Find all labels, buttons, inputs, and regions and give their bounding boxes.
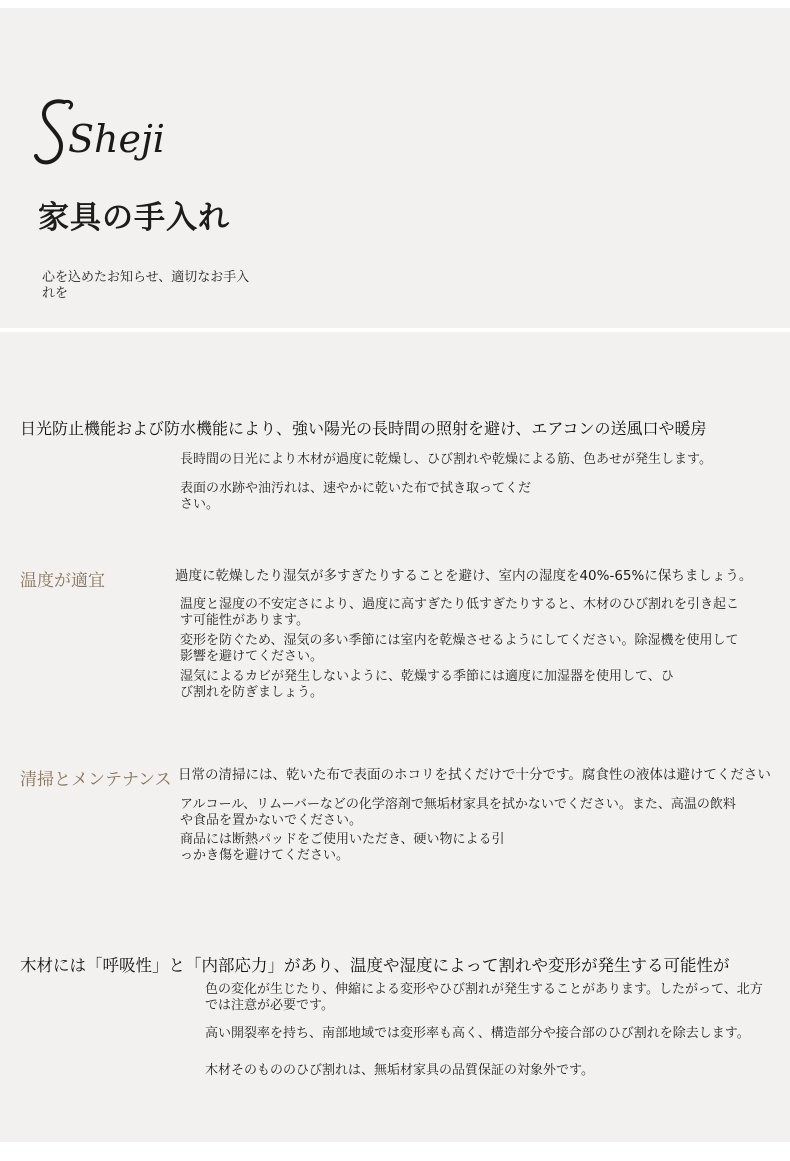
section-2-detail-1: 温度と湿度の不安定さにより、過度に高すぎたり低すぎたりすると、木材のひび割れを引き起こす可能性があります。 <box>180 597 740 628</box>
section-2-detail-3: 湿気によるカビが発生しないように、乾燥する季節には適度に加湿器を使用して、ひび割れを防ぎましょう。 <box>180 669 674 700</box>
section-1-lead: 日光防止機能および防水機能により、強い陽光の長時間の照射を避け、エアコンの送風口や暖房 <box>20 419 707 438</box>
section-4-detail-3: 木材そのもののひび割れは、無垢材家具の品質保証の対象外です。 <box>205 1063 594 1078</box>
section-2-label: 温度が適宜 <box>20 571 105 591</box>
section-4-detail-1: 色の変化が生じたり、伸縮による変形やひび割れが発生することがあります。したがって、北方では注意が必要です。 <box>205 982 763 1013</box>
section-1-detail-1: 長時間の日光により木材が過度に乾燥し、ひび割れや乾燥による筋、色あせが発生します。 <box>180 452 712 467</box>
page-title: 家具の手入れ <box>38 200 230 236</box>
section-2-detail-2: 変形を防ぐため、湿気の多い季節には室内を乾燥させるようにしてください。除湿機を使用して影響を避けてください。 <box>180 633 739 664</box>
section-1-detail-2: 表面の水跡や油汚れは、速やかに乾いた布で拭き取ってください。 <box>180 481 532 512</box>
section-4-lead: 木材には「呼吸性」と「内部応力」があり、温度や湿度によって割れや変形が発生する可能性が <box>20 956 730 975</box>
section-4-detail-2: 高い開裂率を持ち、南部地域では変形率も高く、構造部分や接合部のひび割れを除去します。 <box>205 1026 750 1041</box>
section-3-detail-2: 商品には断熱パッドをご使用いただき、硬い物による引っかき傷を避けてください。 <box>180 832 505 863</box>
section-2-lead: 過度に乾燥したり湿気が多すぎたりすることを避け、室内の湿度を40%-65%に保ちましょう。 <box>175 568 753 584</box>
brand-logo <box>34 94 165 174</box>
section-3-detail-1: アルコール、リムーバーなどの化学溶剤で無垢材家具を拭かないでください。また、高温の飲料や食品を置かないでください。 <box>180 797 736 828</box>
logo-text: Sheji <box>68 117 165 161</box>
section-3-lead: 日常の清掃には、乾いた布で表面のホコリを拭くだけで十分です。腐食性の液体は避けてください <box>178 767 771 783</box>
section-3-label: 清掃とメンテナンス <box>20 770 172 790</box>
page-subtitle: 心を込めたお知らせ、適切なお手入れを <box>42 270 250 301</box>
